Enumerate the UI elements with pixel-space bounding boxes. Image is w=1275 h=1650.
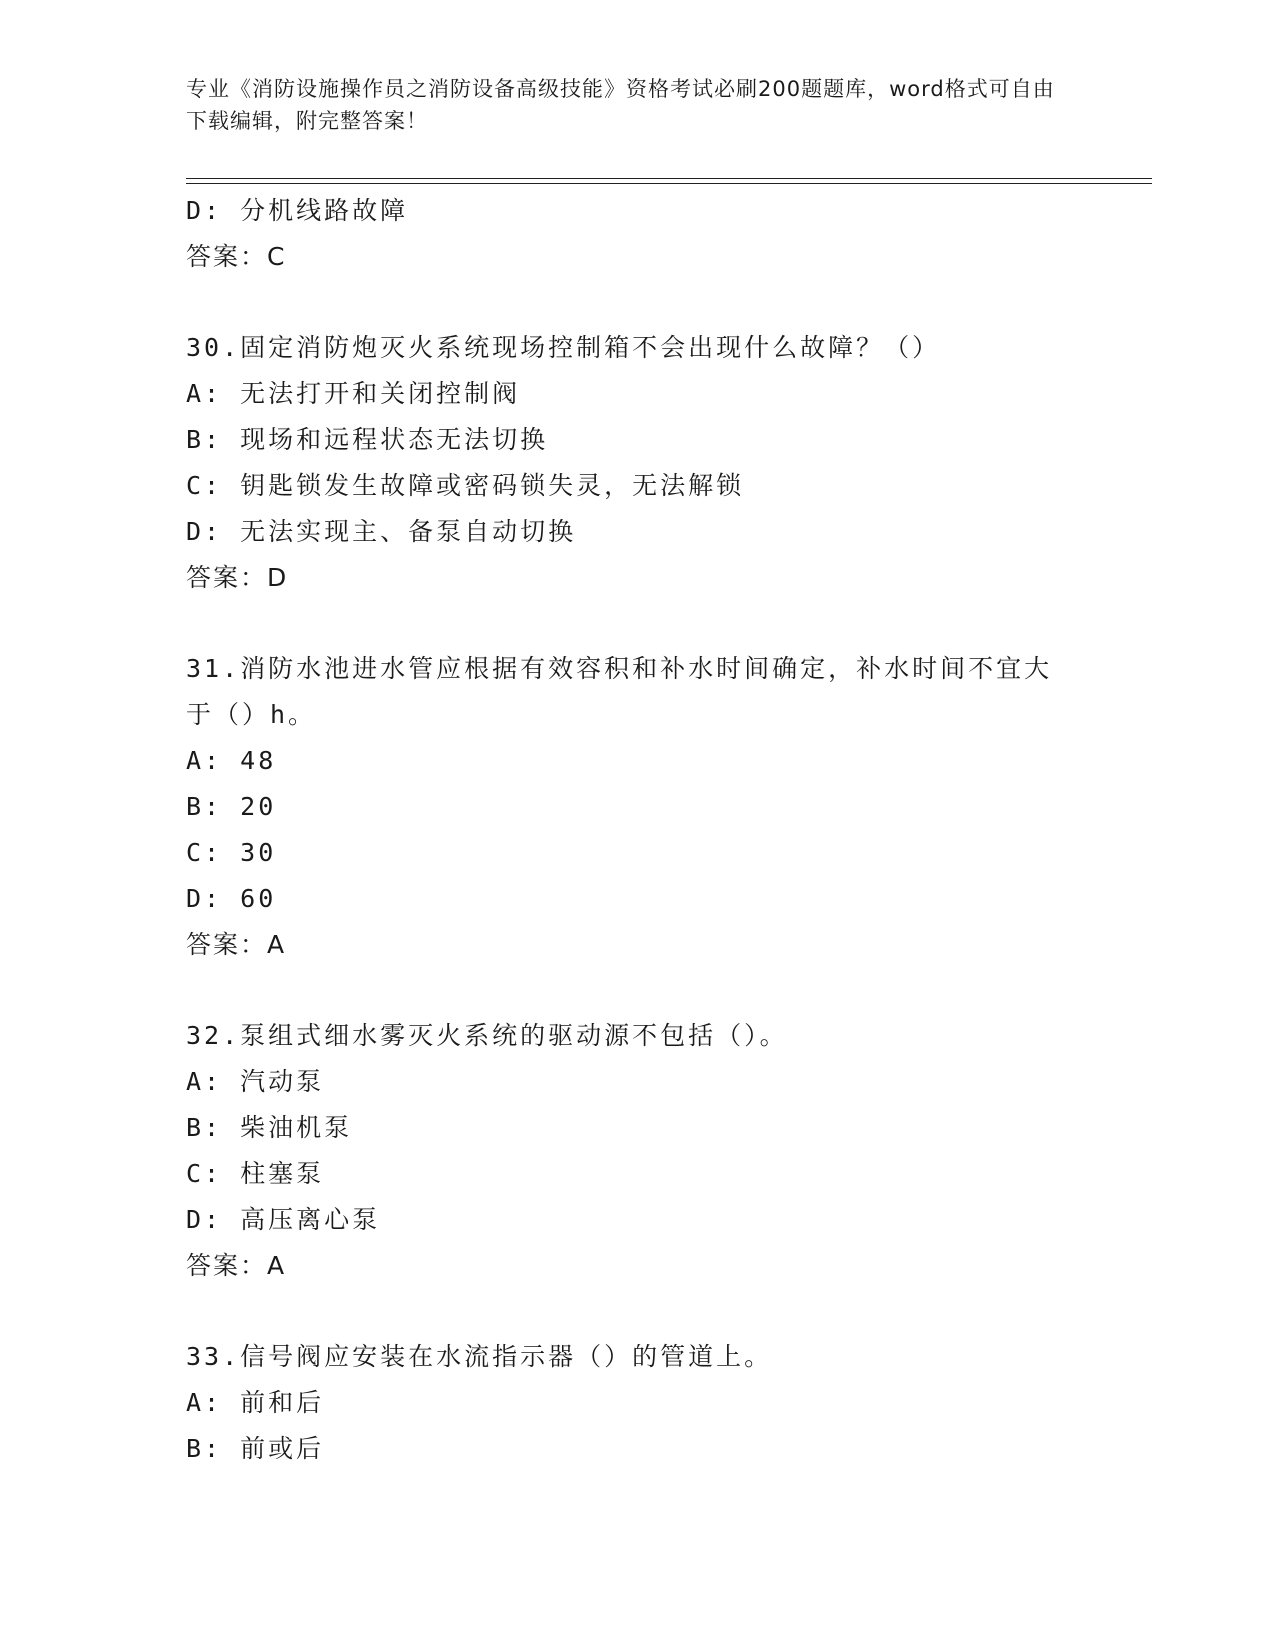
answer-line: 答案：A <box>186 930 287 959</box>
spacer <box>186 968 1086 1013</box>
option-b: B: 前或后 <box>186 1434 325 1463</box>
header-divider-bottom <box>186 183 1152 184</box>
answer-line: 答案：C <box>186 242 287 271</box>
question-stem: 33.信号阀应安装在水流指示器（）的管道上。 <box>186 1342 773 1371</box>
option-b: B: 柴油机泵 <box>186 1113 353 1142</box>
option-d: D: 无法实现主、备泵自动切换 <box>186 517 577 546</box>
document-header: 专业《消防设施操作员之消防设备高级技能》资格考试必刷200题题库，word格式可自由下载编辑，附完整答案！ <box>186 77 1055 133</box>
question-29-fragment <box>186 188 1086 280</box>
header-divider-top <box>186 178 1152 179</box>
option-c: C: 30 <box>186 838 277 867</box>
option-a: A: 无法打开和关闭控制阀 <box>186 379 521 408</box>
option-d: D: 分机线路故障 <box>186 196 409 225</box>
question-stem: 32.泵组式细水雾灭火系统的驱动源不包括（）。 <box>186 1021 788 1050</box>
option-b: B: 现场和远程状态无法切换 <box>186 425 549 454</box>
option-c: C: 柱塞泵 <box>186 1159 325 1188</box>
question-30 <box>186 325 1086 601</box>
spacer <box>186 1289 1086 1334</box>
answer-line: 答案：D <box>186 563 289 592</box>
question-31 <box>186 646 1086 968</box>
option-a: A: 汽动泵 <box>186 1067 325 1096</box>
question-list <box>186 188 1086 1472</box>
question-32 <box>186 1013 1086 1289</box>
answer-line: 答案：A <box>186 1251 287 1280</box>
question-33 <box>186 1334 1086 1472</box>
option-a: A: 48 <box>186 746 277 775</box>
option-d: D: 60 <box>186 884 277 913</box>
option-a: A: 前和后 <box>186 1388 325 1417</box>
option-d: D: 高压离心泵 <box>186 1205 381 1234</box>
question-stem-line-1: 31.消防水池进水管应根据有效容积和补水时间确定，补水时间不宜大 <box>186 654 1053 683</box>
spacer <box>186 280 1086 325</box>
question-stem-line-2: 于（）h。 <box>186 700 317 729</box>
spacer <box>186 601 1086 646</box>
option-b: B: 20 <box>186 792 277 821</box>
question-stem: 30.固定消防炮灭火系统现场控制箱不会出现什么故障？（） <box>186 333 941 362</box>
option-c: C: 钥匙锁发生故障或密码锁失灵，无法解锁 <box>186 471 745 500</box>
